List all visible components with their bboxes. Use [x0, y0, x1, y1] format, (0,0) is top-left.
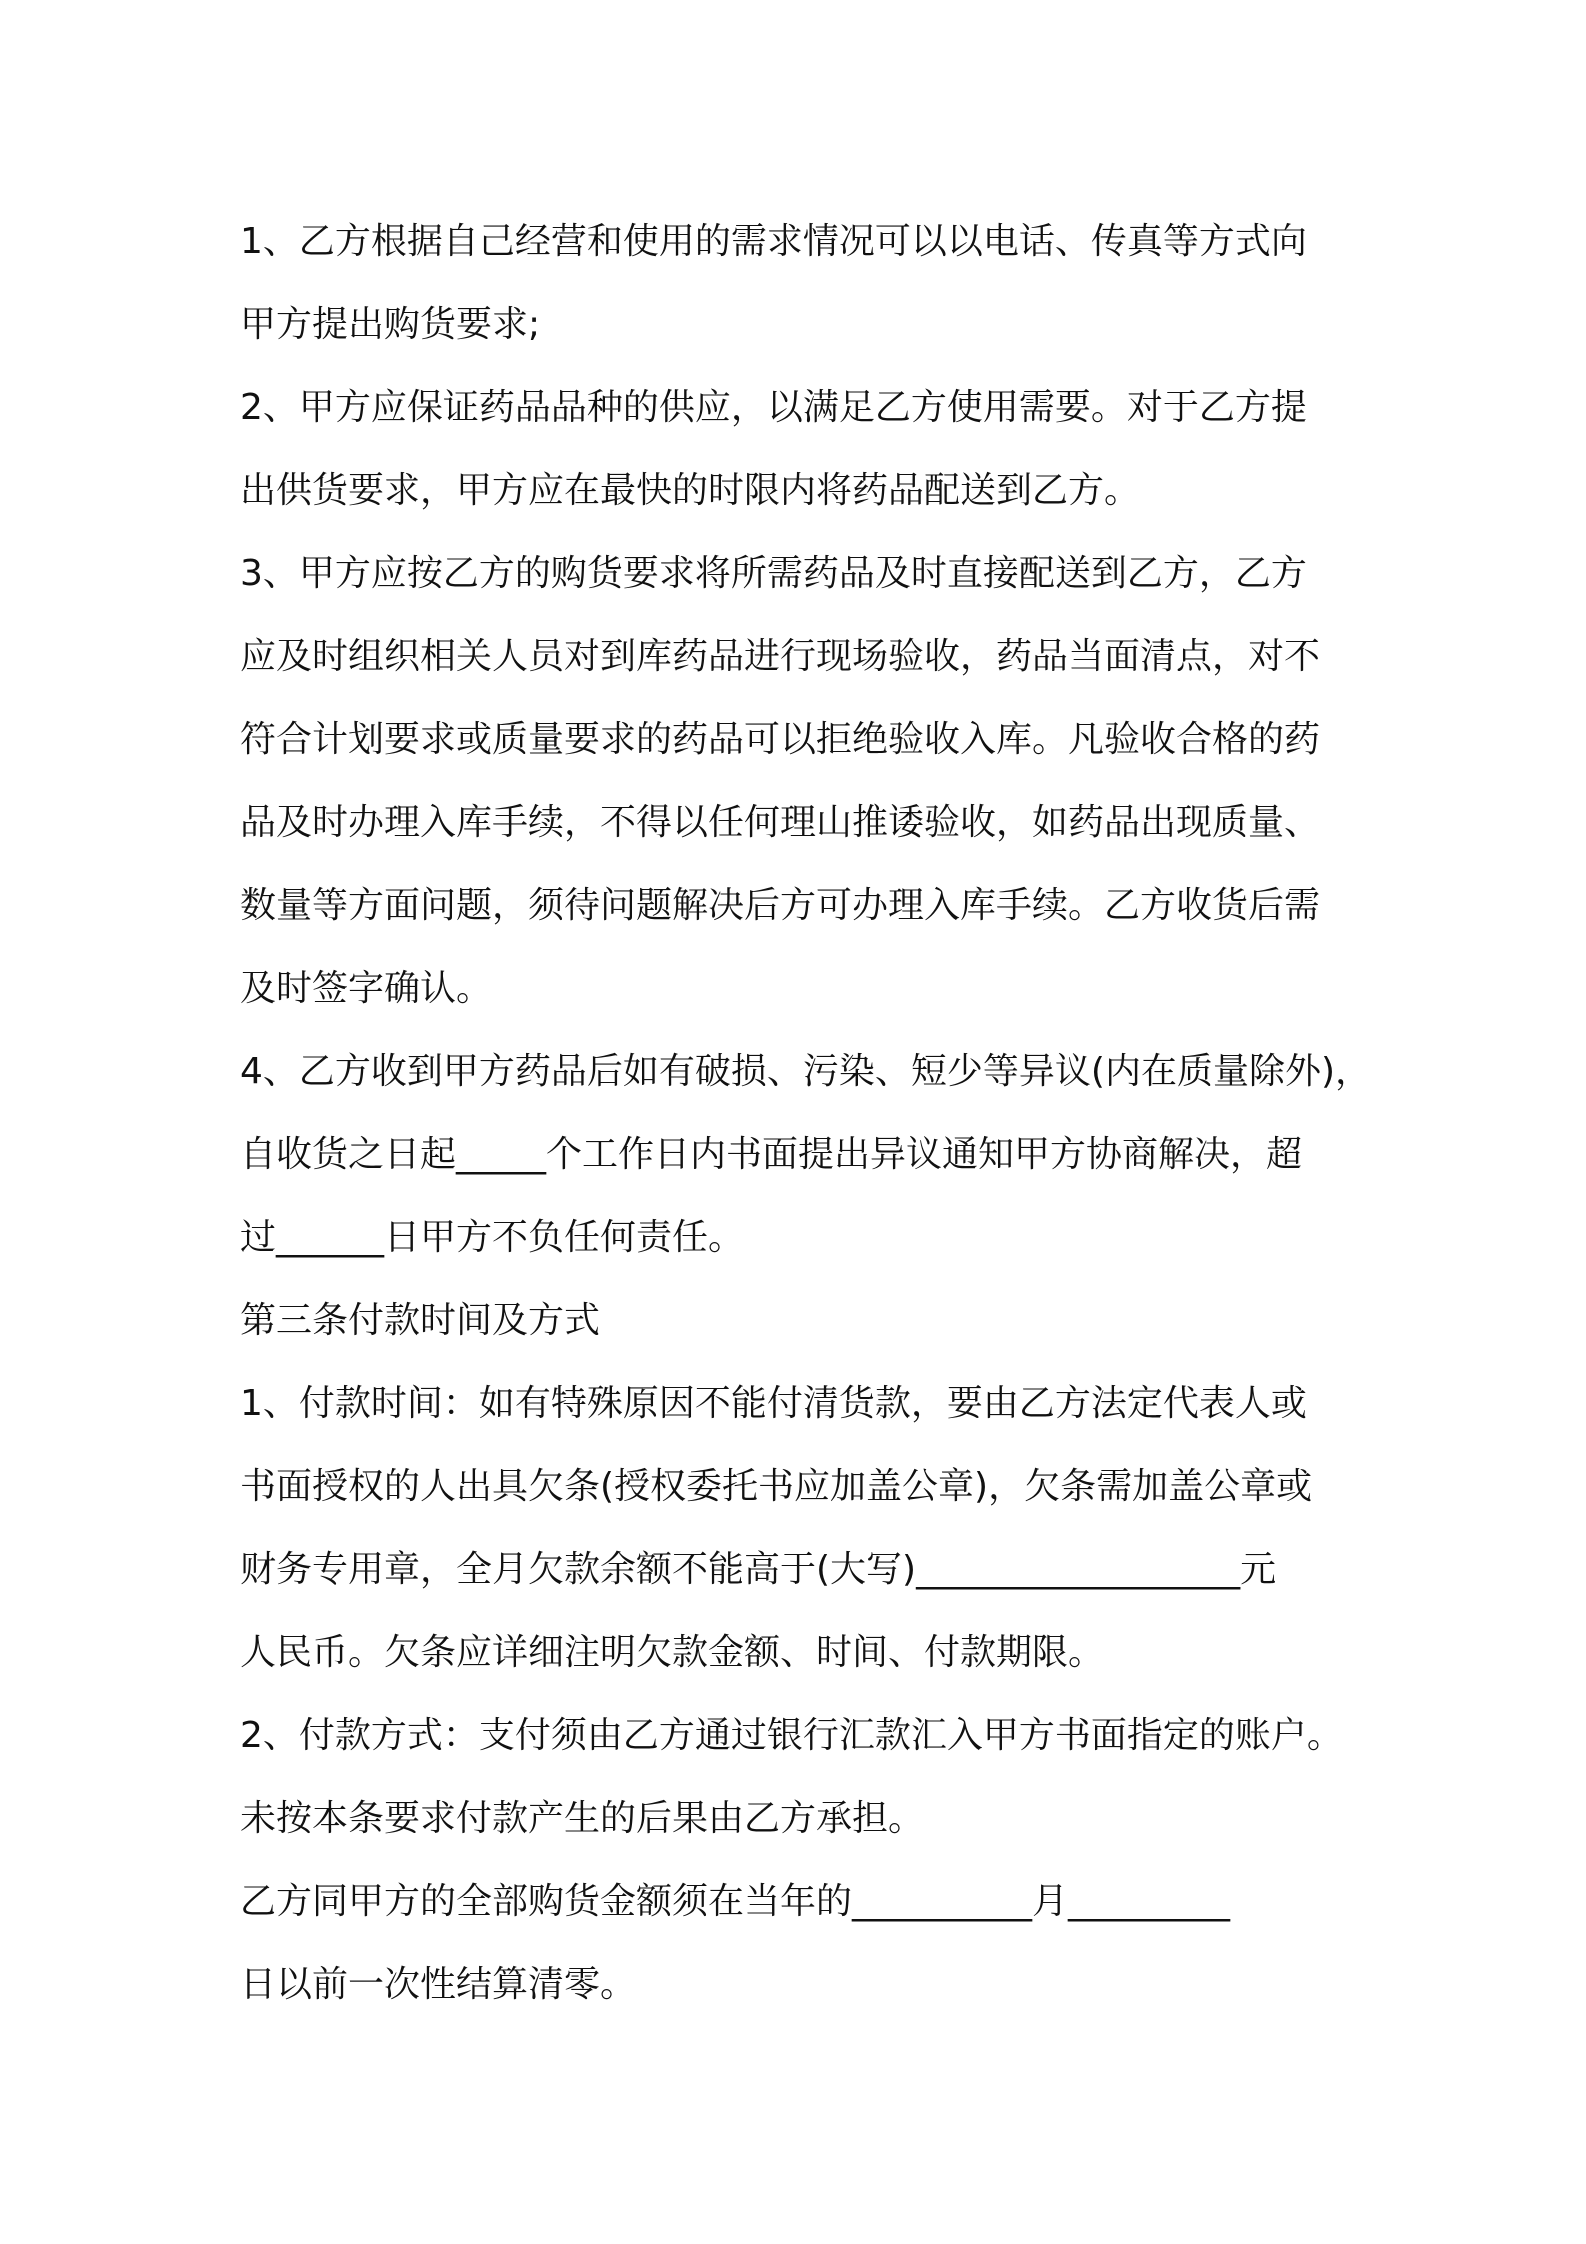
text-line: 财务专用章，全月欠款余额不能高于(大写)__________________元 — [240, 1549, 1277, 1590]
text-line: 未按本条要求付款产生的后果由乙方承担。 — [240, 1798, 925, 1839]
text-line: 4、乙方收到甲方药品后如有破损、污染、短少等异议(内在质量除外)， — [240, 1051, 1371, 1092]
text-line: 应及时组织相关人员对到库药品进行现场验收，药品当面清点，对不 — [240, 636, 1321, 677]
text-line: 甲方提出购货要求; — [240, 304, 541, 345]
text-line: 1、乙方根据自己经营和使用的需求情况可以以电话、传真等方式向 — [240, 221, 1307, 262]
text-line: 乙方同甲方的全部购货金额须在当年的__________月_________ — [240, 1881, 1231, 1922]
document-body — [240, 200, 1371, 2026]
clause-objection — [240, 1030, 1371, 1279]
text-line: 2、付款方式：支付须由乙方通过银行汇款汇入甲方书面指定的账户。 — [240, 1715, 1343, 1756]
text-line: 品及时办理入库手续，不得以任何理山推诿验收，如药品出现质量、 — [240, 802, 1321, 843]
clause-settlement — [240, 1860, 1360, 2026]
clause-delivery-inspection — [240, 532, 1360, 1030]
text-line: 3、甲方应按乙方的购货要求将所需药品及时直接配送到乙方，乙方 — [240, 553, 1307, 594]
text-line: 人民币。欠条应详细注明欠款金额、时间、付款期限。 — [240, 1632, 1105, 1673]
clause-payment-method — [240, 1694, 1360, 1860]
text-line: 书面授权的人出具欠条(授权委托书应加盖公章)，欠条需加盖公章或 — [240, 1466, 1313, 1507]
text-line: 及时签字确认。 — [240, 968, 493, 1009]
text-line: 符合计划要求或质量要求的药品可以拒绝验收入库。凡验收合格的药 — [240, 719, 1321, 760]
text-line: 第三条付款时间及方式 — [240, 1300, 601, 1341]
text-line: 自收货之日起_____个工作日内书面提出异议通知甲方协商解决，超 — [240, 1134, 1303, 1175]
text-line: 日以前一次性结算清零。 — [240, 1964, 637, 2005]
text-line: 2、甲方应保证药品品种的供应，以满足乙方使用需要。对于乙方提 — [240, 387, 1307, 428]
text-line: 过______日甲方不负任何责任。 — [240, 1217, 745, 1258]
clause-order-request — [240, 200, 1360, 366]
section-heading-payment — [240, 1279, 1360, 1362]
text-line: 出供货要求，甲方应在最快的时限内将药品配送到乙方。 — [240, 470, 1141, 511]
text-line: 1、付款时间：如有特殊原因不能付清货款，要由乙方法定代表人或 — [240, 1383, 1307, 1424]
clause-payment-time — [240, 1362, 1360, 1694]
clause-supply-guarantee — [240, 366, 1360, 532]
text-line: 数量等方面问题，须待问题解决后方可办理入库手续。乙方收货后需 — [240, 885, 1321, 926]
